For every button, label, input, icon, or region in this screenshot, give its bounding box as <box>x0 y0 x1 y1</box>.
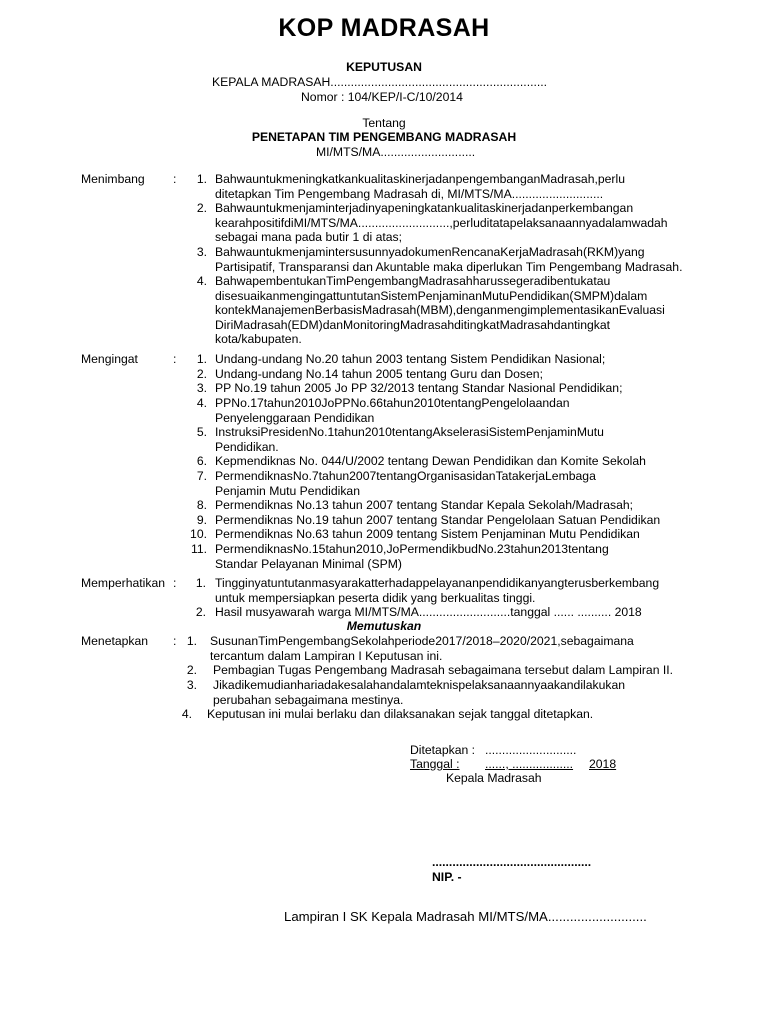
mengingat-item-line: Penyelenggaraan Pendidikan <box>215 410 375 425</box>
mengingat-colon: : <box>173 352 177 366</box>
menetapkan-item-line: Keputusan ini mulai berlaku dan dilaksanakan sejak tanggal ditetapkan. <box>207 707 594 721</box>
mengingat-label: Mengingat <box>81 352 138 366</box>
mengingat-item-number: 5. <box>196 425 207 439</box>
mengingat-item-number: 1. <box>196 352 207 366</box>
menimbang-item-line: Bahwauntukmenjaminterjadinyapeningkatankualitaskinerjadanperkembangan <box>215 201 634 215</box>
menimbang-item-text <box>215 172 687 201</box>
mengingat-item-text <box>215 425 687 454</box>
menetapkan-item-line: SusunanTimPengembangSekolahperiode2017/2018–2020/2021,sebagaimana <box>210 634 634 648</box>
mengingat-item-number: 6. <box>196 454 207 468</box>
mengingat-item-line: PermendiknasNo.7tahun2007tentangOrganisasidanTatakerjaLembaga <box>215 469 596 483</box>
mengingat-item-text <box>215 469 687 498</box>
memperhatikan-item-number: 1. <box>195 576 206 590</box>
kepala-madrasah-line: KEPALA MADRASAH................................................................ <box>212 75 548 89</box>
menetapkan-item-text <box>207 707 687 722</box>
tentang-label: Tentang <box>362 116 406 130</box>
mengingat-item-line: InstruksiPresidenNo.1tahun2010tentangAkselerasiSistemPenjaminMutu <box>215 425 604 439</box>
menetapkan-item-text <box>213 663 687 678</box>
menimbang-colon: : <box>173 172 177 186</box>
menimbang-item-text <box>215 274 687 347</box>
menetapkan-item-number: 4. <box>181 707 192 721</box>
menimbang-item-number: 2. <box>196 201 207 215</box>
menimbang-item-number: 1. <box>196 172 207 186</box>
menimbang-item-text <box>215 245 687 274</box>
menimbang-item-number: 3. <box>196 245 207 259</box>
mengingat-item-line: Standar Pelayanan Minimal (SPM) <box>215 556 402 571</box>
mengingat-item-line: Undang-undang No.14 tahun 2005 tentang Guru dan Dosen; <box>215 367 543 381</box>
mengingat-item-text <box>215 396 687 425</box>
menetapkan-label: Menetapkan <box>81 634 149 648</box>
tanggal-value: ......, .................. <box>485 757 574 771</box>
mengingat-item-number: 3. <box>196 381 207 395</box>
mengingat-item-text <box>215 527 687 542</box>
menimbang-item-line: ditetapkan Tim Pengembang Madrasah di, MI/MTS/MA........................... <box>215 186 604 201</box>
mengingat-item-number: 2. <box>196 367 207 381</box>
ditetapkan-label: Ditetapkan : <box>410 743 476 757</box>
mengingat-item-number: 4. <box>196 396 207 410</box>
mengingat-item-line: Permendiknas No.19 tahun 2007 tentang Standar Pengelolaan Satuan Pendidikan <box>215 513 661 527</box>
mengingat-item-text <box>215 513 687 528</box>
memperhatikan-colon: : <box>173 576 177 590</box>
lampiran-line: Lampiran I SK Kepala Madrasah MI/MTS/MA........................... <box>284 909 647 924</box>
menetapkan-item-number: 2. <box>186 663 197 677</box>
document-type: KEPUTUSAN <box>346 60 422 74</box>
decision-title: PENETAPAN TIM PENGEMBANG MADRASAH <box>251 130 517 144</box>
menimbang-item-line: BahwauntukmenjamintersusunnyadokumenRencanaKerjaMadrasah(RKM)yang <box>215 245 645 259</box>
mengingat-item-text <box>215 454 687 469</box>
mengingat-item-line: Permendiknas No.63 tahun 2009 tentang Sistem Penjaminan Mutu Pendidikan <box>215 527 640 541</box>
mengingat-item-line: PP No.19 tahun 2005 Jo PP 32/2013 tentang Standar Nasional Pendidikan; <box>215 381 623 395</box>
letterhead-title: KOP MADRASAH <box>278 14 490 42</box>
nomor-line: Nomor : 104/KEP/I-C/10/2014 <box>301 90 463 104</box>
signature-name-line: ............................................... <box>432 855 592 869</box>
menetapkan-item-line: Pembagian Tugas Pengembang Madrasah sebagaimana tersebut dalam Lampiran II. <box>213 663 674 677</box>
menetapkan-item-number: 3. <box>186 678 197 692</box>
memperhatikan-item-text <box>215 605 687 620</box>
mengingat-item-text <box>215 367 687 382</box>
menimbang-item-line: sebagai mana pada butir 1 di atas; <box>215 230 403 245</box>
memperhatikan-item-number: 2. <box>195 605 206 619</box>
mengingat-item-number: 11. <box>190 542 207 556</box>
mengingat-item-text <box>215 542 687 571</box>
mengingat-item-number: 9. <box>196 513 207 527</box>
menetapkan-item-line: perubahan sebagaimana mestinya. <box>213 692 404 707</box>
mengingat-item-line: PPNo.17tahun2010JoPPNo.66tahun2010tentangPengelolaandan <box>215 396 570 410</box>
mengingat-item-line: Undang-undang No.20 tahun 2003 tentang Sistem Pendidikan Nasional; <box>215 352 606 366</box>
memperhatikan-item-line: Hasil musyawarah warga MI/MTS/MA...........................tanggal ...... .......... 2018 <box>215 605 642 619</box>
nip-label: NIP. - <box>432 870 462 884</box>
menimbang-item-line: kontekManajemenBerbasisMadrasah(MBM),denganmengimplementasikanEvaluasi <box>215 303 665 318</box>
memperhatikan-item-line: Tingginyatuntutanmasyarakatterhadappelayananpendidikanyangterusberkembang <box>215 576 660 590</box>
menetapkan-colon: : <box>173 634 177 648</box>
mengingat-item-line: PermendiknasNo.15tahun2010,JoPermendikbudNo.23tahun2013tentang <box>215 542 609 556</box>
ditetapkan-value: ........................... <box>485 743 577 757</box>
mengingat-item-text <box>215 498 687 513</box>
mengingat-item-text <box>215 352 687 367</box>
menimbang-item-line: kearahpositifdiMI/MTS/MA...........................,perluditatapelaksanaannyadalamwadah <box>215 215 668 230</box>
menimbang-item-line: BahwauntukmeningkatkankualitaskinerjadanpengembanganMadrasah,perlu <box>215 172 625 186</box>
menetapkan-item-text <box>213 678 687 707</box>
menetapkan-item-line: tercantum dalam Lampiran I Keputusan ini. <box>210 648 443 663</box>
mengingat-item-line: Pendidikan. <box>215 439 279 454</box>
mengingat-item-line: Permendiknas No.13 tahun 2007 tentang Standar Kepala Sekolah/Madrasah; <box>215 498 634 512</box>
mengingat-item-line: Penjamin Mutu Pendidikan <box>215 483 360 498</box>
menetapkan-item-line: Jikadikemudianhariadakesalahandalamteknispelaksanaannyaakandilakukan <box>213 678 626 692</box>
tanggal-label: Tanggal : <box>410 757 460 771</box>
mengingat-item-line: Kepmendiknas No. 044/U/2002 tentang Dewan Pendidikan dan Komite Sekolah <box>215 454 646 468</box>
kepala-madrasah-title: Kepala Madrasah <box>446 771 542 785</box>
menimbang-item-line: kota/kabupaten. <box>215 332 302 347</box>
menetapkan-item-text <box>210 634 687 663</box>
menimbang-item-line: DiriMadrasah(EDM)danMonitoringMadrasahditingkatMadrasahdantingkat <box>215 317 611 332</box>
memperhatikan-label: Memperhatikan <box>81 576 165 590</box>
memperhatikan-item-line: untuk mempersiapkan peserta didik yang berkualitas tinggi. <box>215 590 536 605</box>
memutuskan-heading: Memutuskan <box>346 619 422 633</box>
menetapkan-item-number: 1. <box>186 634 197 648</box>
menimbang-label: Menimbang <box>81 172 145 186</box>
mengingat-item-number: 10. <box>190 527 207 541</box>
menimbang-item-text <box>215 201 687 245</box>
menimbang-item-line: Partisipatif, Transparansi dan Akuntable maka diperlukan Tim Pengembang Madrasah. <box>215 259 683 274</box>
menimbang-item-line: disesuaikanmengingattuntutanSistemPenjaminanMutuPendidikan(SMPM)dalam <box>215 288 648 303</box>
mengingat-item-number: 8. <box>196 498 207 512</box>
mengingat-item-text <box>215 381 687 396</box>
menimbang-item-number: 4. <box>196 274 207 288</box>
tanggal-year: 2018 <box>589 757 617 771</box>
memperhatikan-item-text <box>215 576 687 605</box>
mengingat-item-number: 7. <box>196 469 207 483</box>
menimbang-item-line: BahwapembentukanTimPengembangMadrasahharussegeradibentukatau <box>215 274 611 288</box>
school-name-line: MI/MTS/MA............................ <box>316 145 476 159</box>
